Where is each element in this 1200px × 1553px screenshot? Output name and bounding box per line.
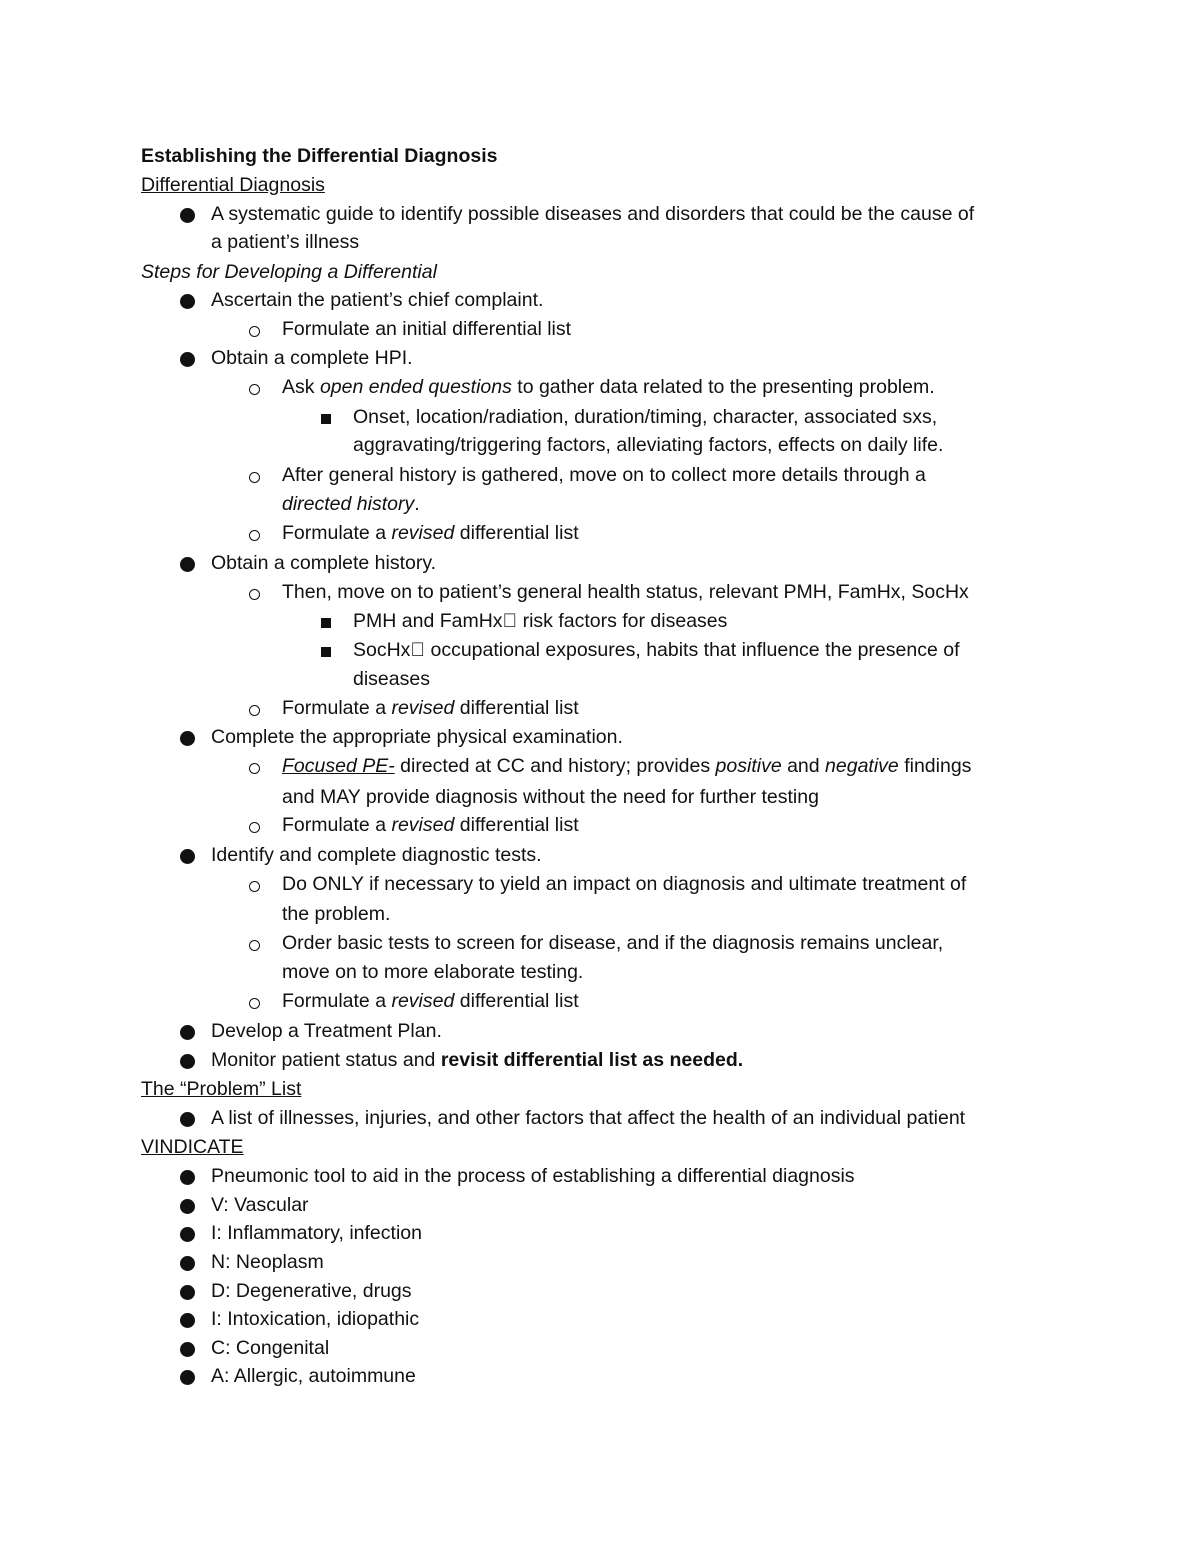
bullet-disc-icon bbox=[180, 731, 195, 746]
list-item-text: A: Allergic, autoimmune bbox=[211, 1365, 416, 1387]
list-item-text: After general history is gathered, move on to collect more details through a bbox=[282, 464, 926, 486]
list-item-text: A list of illnesses, injuries, and other factors that affect the health of an individual patient bbox=[211, 1107, 966, 1129]
list-item-text: Obtain a complete history. bbox=[211, 552, 437, 574]
list-item-text: I: Inflammatory, infection bbox=[211, 1222, 422, 1244]
list-item-text: I: Intoxication, idiopathic bbox=[211, 1308, 420, 1330]
list-item-text: diseases bbox=[353, 668, 430, 690]
list-item-text: Do ONLY if necessary to yield an impact on diagnosis and ultimate treatment of bbox=[282, 873, 967, 895]
list-item-text: Monitor patient status and revisit differential list as needed. bbox=[211, 1049, 744, 1071]
bullet-circle-icon bbox=[249, 822, 260, 833]
list-item-text: Obtain a complete HPI. bbox=[211, 347, 413, 369]
list-item-text: Pneumonic tool to aid in the process of establishing a differential diagnosis bbox=[211, 1165, 855, 1187]
bullet-disc-icon bbox=[180, 352, 195, 367]
list-item-text: C: Congenital bbox=[211, 1337, 330, 1359]
bullet-disc-icon bbox=[180, 1170, 195, 1185]
bullet-circle-icon bbox=[249, 589, 260, 600]
list-item-text: a patient’s illness bbox=[211, 231, 360, 253]
bullet-circle-icon bbox=[249, 705, 260, 716]
bullet-circle-icon bbox=[249, 384, 260, 395]
section-heading-vindicate: VINDICATE bbox=[141, 1136, 244, 1158]
bullet-disc-icon bbox=[180, 1370, 195, 1385]
bullet-circle-icon bbox=[249, 530, 260, 541]
bullet-disc-icon bbox=[180, 557, 195, 572]
list-item-text: A systematic guide to identify possible diseases and disorders that could be the cause of bbox=[211, 203, 975, 225]
bullet-disc-icon bbox=[180, 1313, 195, 1328]
list-item-text: Formulate a revised differential list bbox=[282, 990, 579, 1012]
list-item-text: Focused PE- directed at CC and history; provides positive and negative findings bbox=[282, 755, 972, 777]
list-item-text: move on to more elaborate testing. bbox=[282, 961, 584, 983]
list-item-text: Ascertain the patient’s chief complaint. bbox=[211, 289, 544, 311]
list-item-text: Identify and complete diagnostic tests. bbox=[211, 844, 542, 866]
bullet-disc-icon bbox=[180, 208, 195, 223]
list-item-text: aggravating/triggering factors, alleviating factors, effects on daily life. bbox=[353, 434, 944, 456]
bullet-disc-icon bbox=[180, 1342, 195, 1357]
bullet-disc-icon bbox=[180, 294, 195, 309]
list-item-text: Formulate an initial differential list bbox=[282, 318, 572, 340]
bullet-disc-icon bbox=[180, 849, 195, 864]
list-item-text: Onset, location/radiation, duration/timing, character, associated sxs, bbox=[353, 406, 938, 428]
bullet-disc-icon bbox=[180, 1199, 195, 1214]
list-item-text: N: Neoplasm bbox=[211, 1251, 324, 1273]
bullet-circle-icon bbox=[249, 472, 260, 483]
section-heading-differential-diagnosis: Differential Diagnosis bbox=[141, 174, 325, 196]
bullet-circle-icon bbox=[249, 940, 260, 951]
bullet-square-icon bbox=[321, 414, 331, 424]
bullet-disc-icon bbox=[180, 1054, 195, 1069]
list-item-text: and MAY provide diagnosis without the need for further testing bbox=[282, 786, 819, 808]
list-item-text: Then, move on to patient’s general health status, relevant PMH, FamHx, SocHx bbox=[282, 581, 969, 603]
list-item-text: directed history. bbox=[282, 493, 420, 515]
list-item-text: Formulate a revised differential list bbox=[282, 522, 579, 544]
list-item-text: Order basic tests to screen for disease, and if the diagnosis remains unclear, bbox=[282, 932, 944, 954]
bullet-square-icon bbox=[321, 647, 331, 657]
document-title: Establishing the Differential Diagnosis bbox=[141, 145, 498, 167]
bullet-circle-icon bbox=[249, 998, 260, 1009]
bullet-circle-icon bbox=[249, 763, 260, 774]
bullet-disc-icon bbox=[180, 1112, 195, 1127]
section-heading-steps: Steps for Developing a Differential bbox=[141, 261, 437, 283]
list-item-text: the problem. bbox=[282, 903, 391, 925]
bullet-disc-icon bbox=[180, 1285, 195, 1300]
list-item-text: Formulate a revised differential list bbox=[282, 697, 579, 719]
section-heading-problem-list: The “Problem” List bbox=[141, 1078, 302, 1100]
bullet-circle-icon bbox=[249, 326, 260, 337]
bullet-disc-icon bbox=[180, 1227, 195, 1242]
list-item-text: SocHx  occupational exposures, habits that influence the presence of bbox=[353, 639, 960, 661]
list-item-text: V: Vascular bbox=[211, 1194, 309, 1216]
bullet-disc-icon bbox=[180, 1025, 195, 1040]
list-item-text: Ask open ended questions to gather data related to the presenting problem. bbox=[282, 376, 935, 398]
list-item-text: D: Degenerative, drugs bbox=[211, 1280, 412, 1302]
bullet-square-icon bbox=[321, 618, 331, 628]
list-item-text: Formulate a revised differential list bbox=[282, 814, 579, 836]
list-item-text: Develop a Treatment Plan. bbox=[211, 1020, 442, 1042]
list-item-text: PMH and FamHx  risk factors for diseases bbox=[353, 610, 728, 632]
bullet-disc-icon bbox=[180, 1256, 195, 1271]
list-item-text: Complete the appropriate physical examination. bbox=[211, 726, 623, 748]
bullet-circle-icon bbox=[249, 881, 260, 892]
